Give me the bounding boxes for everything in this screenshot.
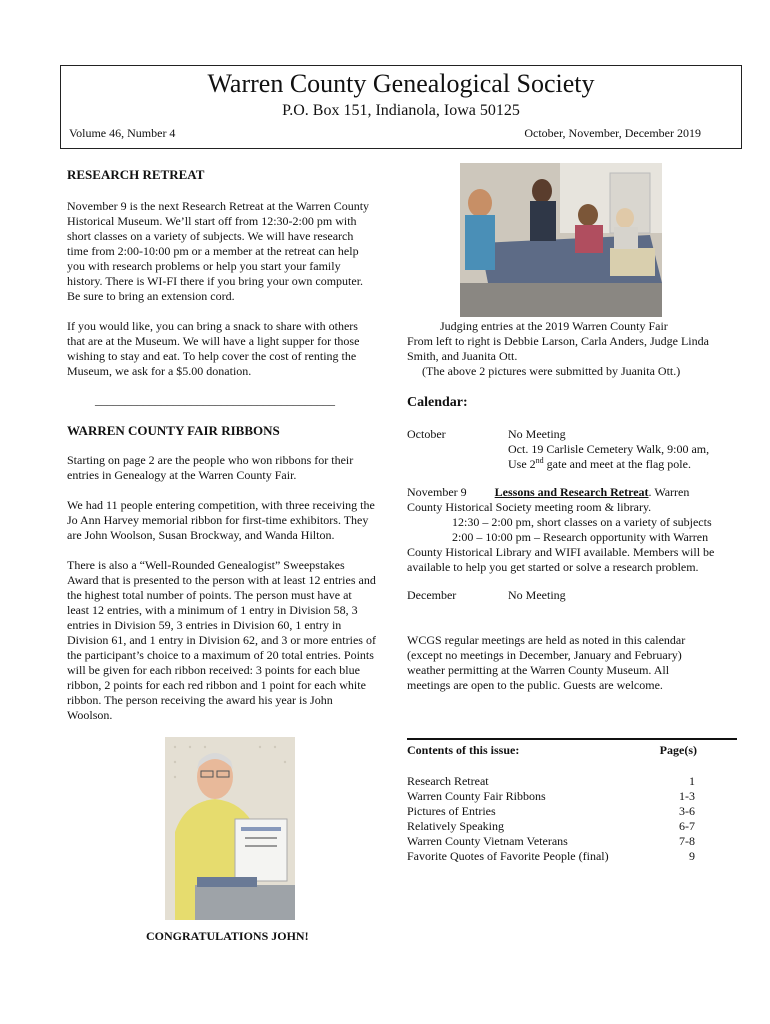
text-line: Smith, and Juanita Ott. — [407, 349, 518, 363]
text-line: will be given for each ribbon received: 3 points for each blue — [67, 663, 360, 677]
contents-pages: 1 — [689, 774, 695, 788]
calendar-october-month: October — [407, 427, 446, 441]
research-retreat-paragraph-2 — [67, 319, 397, 379]
research-retreat-heading: RESEARCH RETREAT — [67, 167, 205, 182]
society-address: P.O. Box 151, Indianola, Iowa 50125 — [282, 102, 520, 119]
judging-photo-caption — [407, 319, 737, 379]
text-line — [508, 457, 740, 472]
text-fragment: gate and meet at the flag pole. — [543, 457, 691, 471]
contents-pages: 3-6 — [679, 804, 695, 818]
volume-number: Volume 46, Number 4 — [69, 126, 176, 140]
society-title: Warren County Genealogical Society — [207, 69, 595, 98]
contents-title: Relatively Speaking — [407, 819, 504, 833]
contents-row — [407, 804, 737, 819]
text-line: Historical Museum. We’ll start off from 12:30-2:00 pm with — [67, 214, 357, 228]
research-retreat-paragraph-1 — [67, 199, 397, 304]
text-line: weather permitting at the Warren County Museum. All — [407, 663, 670, 677]
contents-title: Warren County Vietnam Veterans — [407, 834, 568, 848]
text-line: There is also a “Well-Rounded Genealogist” Sweepstakes — [67, 558, 345, 572]
ordinal-suffix: nd — [535, 456, 544, 465]
text-line: entries in Genealogy at the Warren County Fair. — [67, 468, 297, 482]
congratulations-caption: CONGRATULATIONS JOHN! — [146, 929, 309, 943]
judging-entries-photo — [460, 163, 662, 317]
text-line: We had 11 people entering competition, with three receiving the — [67, 498, 375, 512]
text-line: wishing to stay and eat. To help cover the cost of renting the — [67, 349, 357, 363]
text-line: meetings are open to the public. Guests are welcome. — [407, 678, 663, 692]
contents-title: Favorite Quotes of Favorite People (final) — [407, 849, 609, 863]
text-line: history. There is WI-FI there if you bring your own computer. — [67, 274, 364, 288]
text-line: County Historical Society meeting room & library. — [407, 500, 652, 514]
contents-title: Research Retreat — [407, 774, 489, 788]
text-fragment: . Warren — [648, 485, 690, 499]
text-line: ribbon, 2 points for each red ribbon and 1 point for each white — [67, 678, 366, 692]
meetings-note — [407, 633, 742, 693]
pages-heading: Page(s) — [659, 743, 697, 757]
photo-illustration — [460, 163, 662, 317]
text-line: Museum, we ask for a $5.00 donation. — [67, 364, 252, 378]
contents-header — [407, 738, 737, 759]
contents-title: Warren County Fair Ribbons — [407, 789, 546, 803]
contents-pages: 9 — [689, 849, 695, 863]
text-line: Division 61, and 1 entry in Division 62, and 3 or more entries of — [67, 633, 376, 647]
text-line: short classes on a variety of subjects. We will have research — [67, 229, 354, 243]
text-line: WCGS regular meetings are held as noted in this calendar — [407, 633, 686, 647]
text-line: entries in Division 59, 3 entries in Division 60, 1 entry in — [67, 618, 342, 632]
text-line: the participant’s choice to a maximum of 20 total entries. Points — [67, 648, 374, 662]
text-line: time from 2:00-10:00 pm or a member at the retreat can help — [67, 244, 359, 258]
text-line: Woolson. — [67, 708, 113, 722]
text-line: the highest total number of points. The person must have at — [67, 588, 352, 602]
contents-pages: 1-3 — [679, 789, 695, 803]
contents-pages: 7-8 — [679, 834, 695, 848]
calendar-october-details — [508, 427, 740, 472]
contents-heading: Contents of this issue: — [407, 743, 520, 757]
text-line: Award that is presented to the person with at least 12 entries and — [67, 573, 376, 587]
text-line: No Meeting — [508, 427, 566, 441]
text-line: If you would like, you can bring a snack to share with others — [67, 319, 358, 333]
text-line: Jo Ann Harvey memorial ribbon for first-time exhibitors. They — [67, 513, 369, 527]
text-line: available to help you get started or solve a research problem. — [407, 560, 699, 574]
text-line: you with research problems or help you start your family — [67, 259, 341, 273]
john-woolson-photo — [165, 737, 295, 920]
masthead — [60, 65, 742, 149]
contents-pages: 6-7 — [679, 819, 695, 833]
issue-date: October, November, December 2019 — [524, 126, 701, 140]
contents-row — [407, 849, 737, 864]
text-line: that are at the Museum. We will have a light supper for those — [67, 334, 360, 348]
text-line: ribbon. The person receiving the award his year is John — [67, 693, 333, 707]
text-line: Starting on page 2 are the people who won ribbons for their — [67, 453, 354, 467]
fair-ribbons-paragraph-3 — [67, 558, 397, 723]
contents-table — [407, 738, 737, 864]
text-fragment: Use 2 — [508, 457, 536, 471]
contents-row — [407, 789, 737, 804]
contents-row — [407, 819, 737, 834]
text-line: 2:00 – 10:00 pm – Research opportunity with Warren — [452, 530, 709, 544]
calendar-december-month: December — [407, 588, 457, 602]
calendar-november-month: November 9 — [407, 485, 467, 499]
text-line: least 12 entries, with a minimum of 1 entry in Division 58, 3 — [67, 603, 358, 617]
text-line: are John Woolson, Susan Brockway, and Wanda Hilton. — [67, 528, 335, 542]
fair-ribbons-heading: WARREN COUNTY FAIR RIBBONS — [67, 423, 280, 438]
text-line: Be sure to bring an extension cord. — [67, 289, 235, 303]
calendar-november-entry — [407, 485, 742, 575]
text-line: (except no meetings in December, January and February) — [407, 648, 682, 662]
contents-row — [407, 834, 737, 849]
text-line: 12:30 – 2:00 pm, short classes on a variety of subjects — [452, 515, 712, 529]
contents-title: Pictures of Entries — [407, 804, 496, 818]
text-line: Judging entries at the 2019 Warren County Fair — [440, 319, 668, 333]
calendar-december-details: No Meeting — [508, 588, 566, 602]
calendar-heading: Calendar: — [407, 395, 468, 410]
section-divider: ________________________________________ — [95, 393, 335, 407]
text-line: November 9 is the next Research Retreat at the Warren County — [67, 199, 370, 213]
text-line: From left to right is Debbie Larson, Carla Anders, Judge Linda — [407, 334, 709, 348]
text-line: Oct. 19 Carlisle Cemetery Walk, 9:00 am, — [508, 442, 710, 456]
fair-ribbons-paragraph-2 — [67, 498, 397, 543]
fair-ribbons-paragraph-1 — [67, 453, 397, 483]
text-line: (The above 2 pictures were submitted by Juanita Ott.) — [422, 364, 681, 378]
photo-illustration — [165, 737, 295, 920]
text-line — [407, 485, 742, 500]
contents-row — [407, 774, 737, 789]
event-title: Lessons and Research Retreat — [494, 485, 649, 499]
text-line: County Historical Library and WIFI available. Members will be — [407, 545, 715, 559]
